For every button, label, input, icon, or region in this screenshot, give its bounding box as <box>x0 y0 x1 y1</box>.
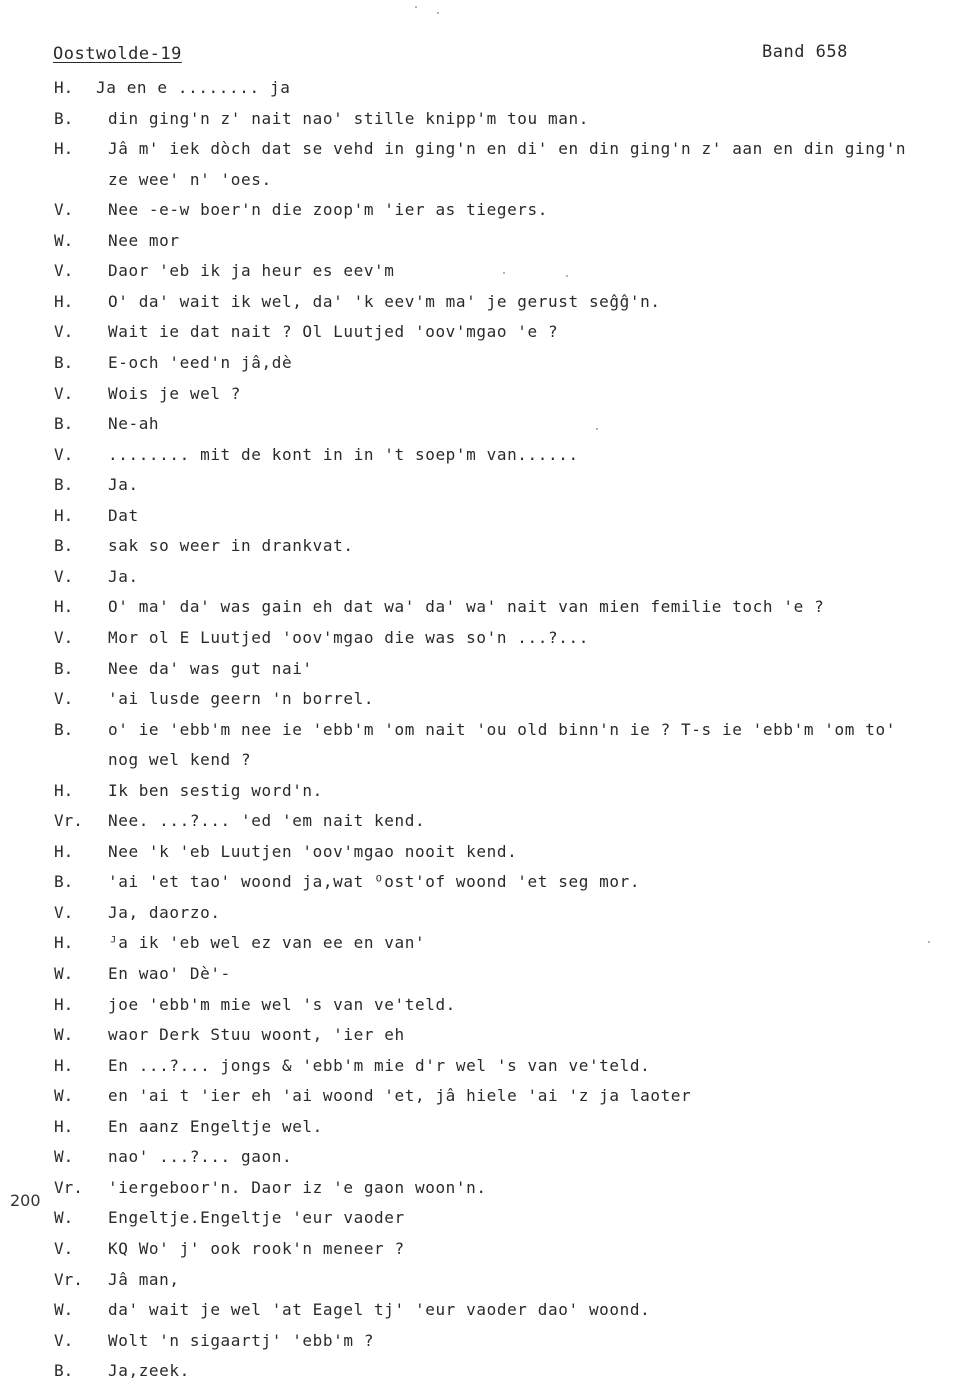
utterance-text: Jâ man, <box>108 1269 180 1289</box>
utterance-text: Ne-ah <box>108 414 160 434</box>
utterance-text: Nee 'k 'eb Luutjen 'oov'mgao nooit kend. <box>108 841 518 861</box>
transcript-line <box>0 1359 979 1383</box>
transcript-line <box>0 1268 979 1292</box>
utterance-text: Nee da' was gut nai' <box>108 658 313 678</box>
scan-speck <box>437 12 439 14</box>
utterance-text: 'iergeboor'n. Daor iz 'e gaon woon'n. <box>108 1177 487 1197</box>
utterance-text: KQ Wo' j' ook rook'n meneer ? <box>108 1238 405 1258</box>
transcript-line <box>0 901 979 925</box>
speaker-label: W. <box>54 1086 74 1106</box>
transcript-line <box>0 870 979 894</box>
speaker-label: H. <box>54 505 74 525</box>
utterance-text: Wait ie dat nait ? Ol Luutjed 'oov'mgao 'e ? <box>108 322 559 342</box>
transcript-line <box>0 473 979 497</box>
scan-speck <box>566 275 568 277</box>
utterance-text: Mor ol E Luutjed 'oov'mgao die was so'n ...?... <box>108 627 589 647</box>
speaker-label: H. <box>54 1116 74 1136</box>
transcript-line <box>0 626 979 650</box>
utterance-text: sak so weer in drankvat. <box>108 536 354 556</box>
speaker-label: Vr. <box>54 1177 83 1197</box>
utterance-text: E-och 'eed'n jâ,dè <box>108 352 293 372</box>
transcript-line <box>0 595 979 619</box>
speaker-label: B. <box>54 536 74 556</box>
transcript-line <box>0 1054 979 1078</box>
transcript-line <box>0 382 979 406</box>
transcript-line <box>0 107 979 131</box>
speaker-label: B. <box>54 658 74 678</box>
transcript-line <box>0 1176 979 1200</box>
utterance-text: En ...?... jongs & 'ebb'm mie d'r wel 's van ve'teld. <box>108 1055 651 1075</box>
transcript-line <box>0 1115 979 1139</box>
utterance-text: Nee. ...?... 'ed 'em nait kend. <box>108 811 426 831</box>
speaker-label: V. <box>54 566 74 586</box>
transcript-line <box>0 137 979 161</box>
transcript-line <box>0 1237 979 1261</box>
transcript-line <box>0 779 979 803</box>
utterance-text: Engeltje.Engeltje 'eur vaoder <box>108 1208 405 1228</box>
transcript-line <box>0 412 979 436</box>
utterance-text: o' ie 'ebb'm nee ie 'ebb'm 'om nait 'ou old binn'n ie ? T-s ie 'ebb'm 'om to' <box>108 719 896 739</box>
utterance-text: O' da' wait ik wel, da' 'k eev'm ma' je gerust seĝĝ'n. <box>108 291 661 311</box>
speaker-label: H. <box>54 994 74 1014</box>
utterance-text: En aanz Engeltje wel. <box>108 1116 323 1136</box>
utterance-text: din ging'n z' nait nao' stille knipp'm tou man. <box>108 108 589 128</box>
utterance-text: Dat <box>108 505 139 525</box>
utterance-text: Daor 'eb ik ja heur es eev'm <box>108 261 395 281</box>
utterance-text: 'ai 'et tao' woond ja,wat ᴼost'of woond 'et seg mor. <box>108 872 641 892</box>
speaker-label: H. <box>54 1055 74 1075</box>
speaker-label: Vr. <box>54 811 83 831</box>
speaker-label: H. <box>54 780 74 800</box>
utterance-text: Ja, daorzo. <box>108 902 221 922</box>
utterance-text: Ik ben sestig word'n. <box>108 780 323 800</box>
transcript-line <box>0 1084 979 1108</box>
speaker-label: H. <box>54 291 74 311</box>
speaker-label: B. <box>54 475 74 495</box>
utterance-text: Nee -e-w boer'n die zoop'm 'ier as tiegers. <box>108 200 549 220</box>
speaker-label: B. <box>54 872 74 892</box>
speaker-label: V. <box>54 1238 74 1258</box>
speaker-label: V. <box>54 902 74 922</box>
margin-line-number: 200 <box>10 1191 41 1210</box>
scan-speck <box>415 6 417 8</box>
transcript-line <box>0 840 979 864</box>
scan-speck <box>503 272 505 274</box>
utterance-text: waor Derk Stuu woont, 'ier eh <box>108 1025 405 1045</box>
speaker-label: B. <box>54 108 74 128</box>
transcript-line <box>0 290 979 314</box>
utterance-text: O' ma' da' was gain eh dat wa' da' wa' nait van mien femilie toch 'e ? <box>108 597 825 617</box>
utterance-text: da' wait je wel 'at Eagel tj' 'eur vaoder dao' woond. <box>108 1300 651 1319</box>
transcript-line <box>0 443 979 467</box>
speaker-label: B. <box>54 719 74 739</box>
speaker-label: H. <box>54 78 74 97</box>
utterance-text: Ja. <box>108 566 139 586</box>
utterance-text: nog wel kend ? <box>108 750 252 770</box>
tape-number: Band 658 <box>762 42 848 62</box>
speaker-label: W. <box>54 964 74 983</box>
transcript-line <box>0 748 979 772</box>
transcript-line <box>0 1023 979 1047</box>
transcript-line <box>0 962 979 986</box>
document-title: Oostwolde-19 <box>53 44 182 64</box>
speaker-label: Vr. <box>54 1269 83 1289</box>
transcript-line <box>0 534 979 558</box>
speaker-label: B. <box>54 352 74 372</box>
transcript-line <box>0 809 979 833</box>
transcript-line <box>0 351 979 375</box>
transcript-line <box>0 229 979 253</box>
transcript-line <box>0 687 979 711</box>
transcript-line <box>0 1145 979 1169</box>
speaker-label: H. <box>54 139 74 159</box>
speaker-label: W. <box>54 1147 74 1167</box>
utterance-text: Jâ m' iek dòch dat se vehd in ging'n en di' en din ging'n z' aan en din ging'n <box>108 139 907 159</box>
utterance-text: Wolt 'n sigaartj' 'ebb'm ? <box>108 1330 375 1350</box>
speaker-label: B. <box>54 1361 74 1381</box>
utterance-text: En wao' Dè'- <box>108 964 231 983</box>
speaker-label: V. <box>54 322 74 342</box>
speaker-label: V. <box>54 444 74 464</box>
transcript-line <box>0 931 979 955</box>
speaker-label: V. <box>54 1330 74 1350</box>
speaker-label: H. <box>54 597 74 617</box>
transcript-line <box>0 993 979 1017</box>
transcript-line <box>0 259 979 283</box>
speaker-label: H. <box>54 841 74 861</box>
transcript-line <box>0 1329 979 1353</box>
speaker-label: W. <box>54 230 74 250</box>
speaker-label: V. <box>54 383 74 403</box>
transcript-line <box>0 1206 979 1230</box>
transcript-line <box>0 657 979 681</box>
utterance-text: Ja,zeek. <box>108 1361 190 1381</box>
utterance-text: Nee mor <box>108 230 180 250</box>
transcript-line <box>0 565 979 589</box>
transcript-line <box>0 198 979 222</box>
transcript-line <box>0 76 979 100</box>
transcript-line <box>0 718 979 742</box>
transcript-line <box>0 320 979 344</box>
scan-speck <box>928 941 930 943</box>
transcript-line <box>0 504 979 528</box>
speaker-label: W. <box>54 1300 74 1319</box>
speaker-label: V. <box>54 261 74 281</box>
speaker-label: V. <box>54 200 74 220</box>
utterance-text: joe 'ebb'm mie wel 's van ve'teld. <box>108 994 456 1014</box>
utterance-text: nao' ...?... gaon. <box>108 1147 293 1167</box>
utterance-text: en 'ai t 'ier eh 'ai woond 'et, jâ hiele 'ai 'z ja laoter <box>108 1086 692 1106</box>
speaker-label: B. <box>54 414 74 434</box>
utterance-text: 'ai lusde geern 'n borrel. <box>108 689 375 708</box>
utterance-text: ........ mit de kont in in 't soep'm van...... <box>108 444 579 464</box>
speaker-label: W. <box>54 1208 74 1228</box>
speaker-label: V. <box>54 689 74 708</box>
utterance-text: Ja en e ........ ja <box>96 78 291 97</box>
utterance-text: Ja. <box>108 475 139 495</box>
speaker-label: H. <box>54 933 74 953</box>
utterance-text: ze wee' n' 'oes. <box>108 169 272 189</box>
speaker-label: V. <box>54 627 74 647</box>
utterance-text: Wois je wel ? <box>108 383 242 403</box>
transcript-line <box>0 1298 979 1322</box>
speaker-label: W. <box>54 1025 74 1045</box>
transcript-line <box>0 168 979 192</box>
utterance-text: ᴶa ik 'eb wel ez van ee en van' <box>108 933 426 953</box>
scan-speck <box>596 428 598 430</box>
